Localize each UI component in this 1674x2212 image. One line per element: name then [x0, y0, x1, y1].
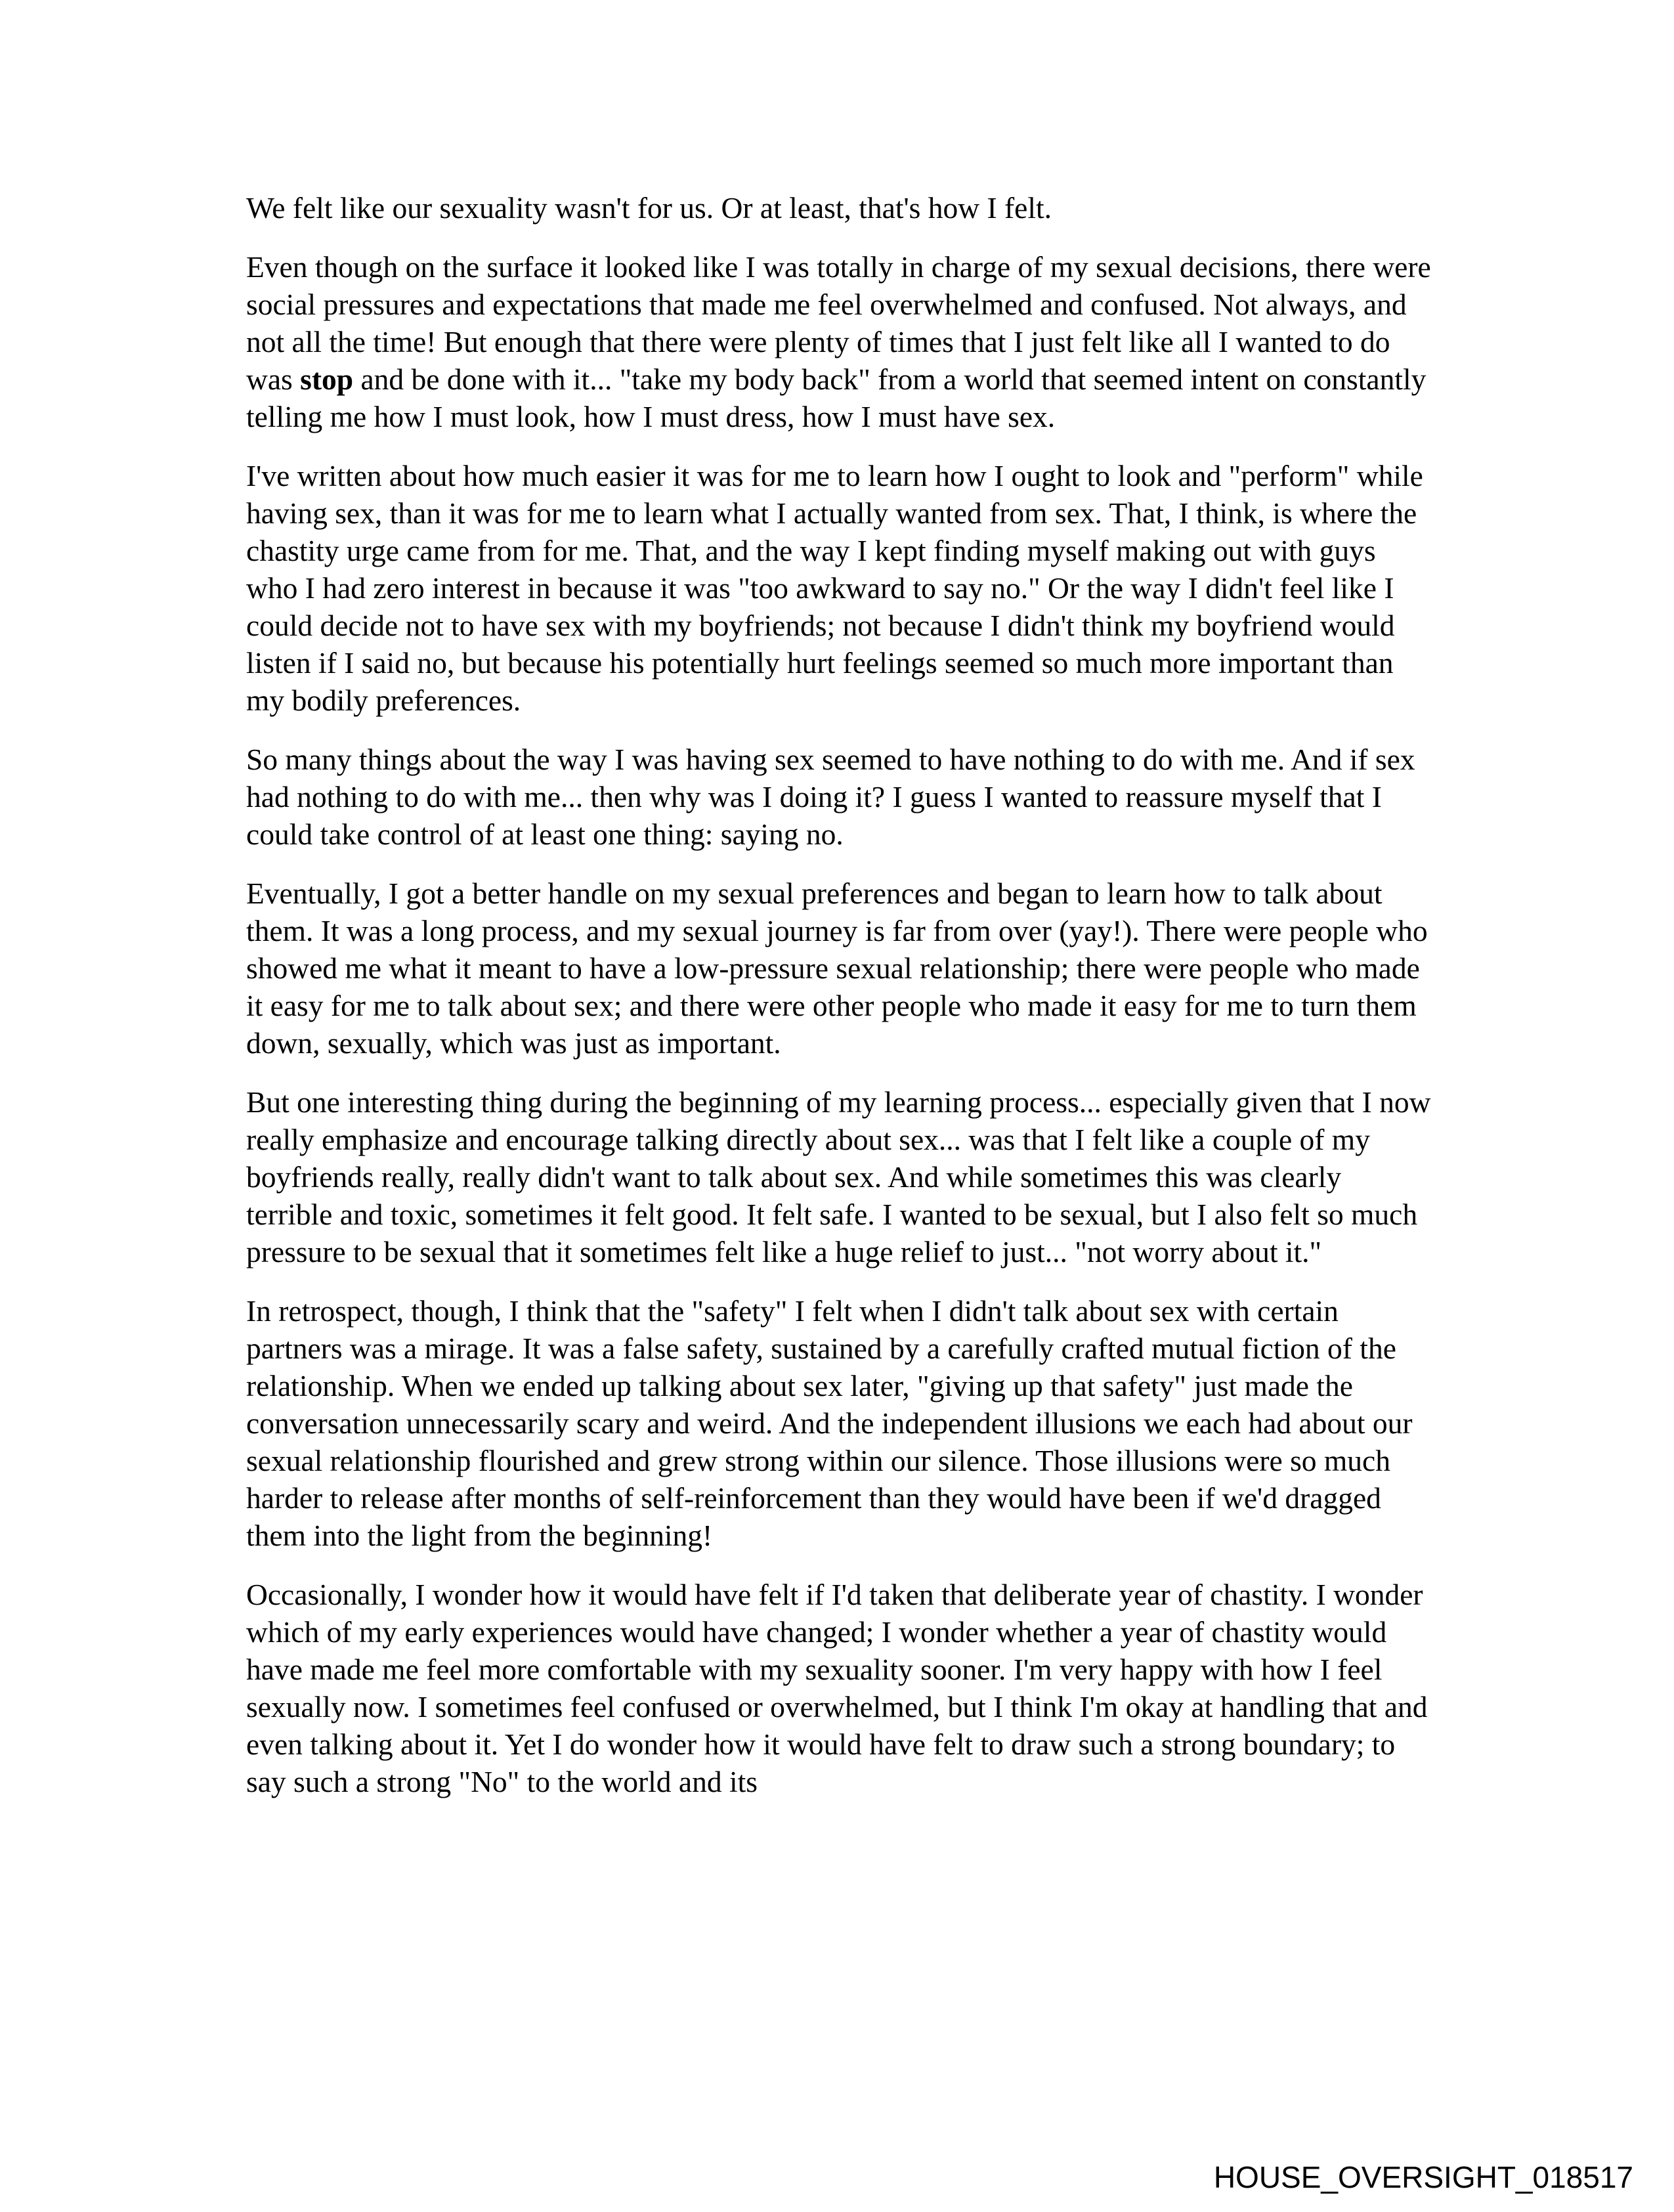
paragraph: But one interesting thing during the beginning of my learning process... especially given that I now really emphasize and encourage talking directly about sex... was that I felt like a couple of my boyfriends really, really didn't want to talk about sex. And while sometimes this was clearly terrible and toxic, sometimes it felt good. It felt safe. I wanted to be sexual, but I also felt so much pressure to be sexual that it sometimes felt like a huge relief to just... "not worry about it.": [246, 1085, 1431, 1269]
paragraph: Eventually, I got a better handle on my sexual preferences and began to learn how to talk about them. It was a long process, and my sexual journey is far from over (yay!). There were people who showed me what it meant to have a low-pressure sexual relationship; there were people who made it easy for me to talk about sex; and there were other people who made it easy for me to turn them down, sexually, which was just as important.: [246, 877, 1428, 1060]
paragraph: We felt like our sexuality wasn't for us. Or at least, that's how I felt.: [246, 191, 1052, 225]
paragraph: In retrospect, though, I think that the "safety" I felt when I didn't talk about sex with certain partners was a mirage. It was a false safety, sustained by a carefully crafted mutual fiction of the relationship. When we ended up talking about sex later, "giving up that safety" just made the conversation unnecessarily scary and weird. And the independent illusions we each had about our sexual relationship flourished and grew strong within our silence. Those illusions were so much harder to release after months of self-reinforcement than they would have been if we'd dragged them into the light from the beginning!: [246, 1294, 1413, 1552]
document-body-text: [246, 189, 1434, 1822]
paragraph: So many things about the way I was having sex seemed to have nothing to do with me. And if sex had nothing to do with me... then why was I doing it? I guess I wanted to reassure myself that I could take control of at least one thing: saying no.: [246, 743, 1415, 851]
paragraph-text-segment: Even though on the surface it looked like I was totally in charge of my sexual decisions, there were social pressures and expectations that made me feel overwhelmed and confused. Not always, and not all the time! But enough that there were plenty of times that I just felt like all I wanted to do was: [246, 250, 1431, 396]
bold-word-stop: stop: [300, 362, 354, 396]
bates-stamp: HOUSE_OVERSIGHT_018517: [1213, 2160, 1633, 2194]
paragraph: Occasionally, I wonder how it would have felt if I'd taken that deliberate year of chastity. I wonder which of my early experiences would have changed; I wonder whether a year of chastity would have made me feel more comfortable with my sexuality sooner. I'm very happy with how I feel sexually now. I sometimes feel confused or overwhelmed, but I think I'm okay at handling that and even talking about it. Yet I do wonder how it would have felt to draw such a strong boundary; to say such a strong "No" to the world and its: [246, 1578, 1428, 1798]
paragraph: I've written about how much easier it was for me to learn how I ought to look and "perform" while having sex, than it was for me to learn what I actually wanted from sex. That, I think, is where the chastity urge came from for me. That, and the way I kept finding myself making out with guys who I had zero interest in because it was "too awkward to say no." Or the way I didn't feel like I could decide not to have sex with my boyfriends; not because I didn't think my boyfriend would listen if I said no, but because his potentially hurt feelings seemed so much more important than my bodily preferences.: [246, 459, 1423, 717]
paragraph: [246, 248, 1434, 435]
paragraph-text-segment: and be done with it... "take my body back" from a world that seemed intent on constantly telling me how I must look, how I must dress, how I must have sex.: [246, 362, 1427, 433]
